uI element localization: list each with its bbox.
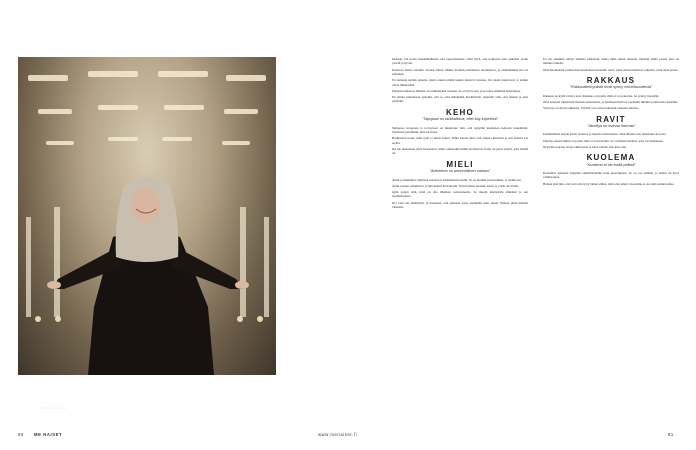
portrait-photo [18,57,276,410]
text-column-1: mokaan. On kovin herkkähenkinen olla tarpeettomana. Olisi hyvä, että kohteena olisi selkeästi jotain ylevää ja hyvää. Katsavaa maata ostettiin vuoden alussa. Mikko Konkin johtamassa tuotannossa, ja ensimmäinen ilta oli sellainen. En tuntenut ketään ennalta, mutta ennen pitkää kaikki tunsivat toisensa. Ilta meni mukavasti, ja kaikki olivat ihmeissään. Pienissä paikoissa ihmiset ovat lähempänä toisiaan. Se on hyvä asia, ja se tekee elämästä helpompaa. En silloin kuitenkaan ajatellut, että se olisi mitenkään merkittävää. Ajattelin vain, että menen ja teen parhaani. KEHO ”Tapojaan on tarkkailtava, ettei käy köpelösti” Suhteessa kroppaan ja terveyteen on muuttunut niin, että nykyään kuuntelen kehoani tarkemmin. Tiedostan paremmin, mitä tarvitsen. Harkittelen usein, mitä syön ja miten liikun. Pidän huolta siitä, että nukun riittävästi ja että kehoni saa levätä. Ikä tuo mukanaan omat haasteensa, mutta suhtaudun niihin levollisesti. Keho on paras ystävä, joka meillä on. MIELI ”Alzheimer on perinnöllinen sairaus” Äitini ja mummini veljineen sairastivat Alzheimerin taudin. Se on meidän suvussamme, ja tiedän sen. Äidin voimat romahtivat, ja hän muutti hoivakotiin. Kävin hänen luonaan usein, ja yritin olla läsnä. Opin paljon siitä, mitä on olla läheinen sairastuneelle. Se muutti käsitystäni elämästä ja sen rajallisuudesta. Nyt olen itse ikääntynyt ja huomaan, että ajattelen asiaa enemmän kuin ennen. Haluan pitää mieleni virkeänä. [392,57,528,209]
section-subtitle-keho: ”Tapojaan on tarkkailtava, ettei käy köpelösti” [422,117,498,122]
footer-right-page-number: 81 [668,432,674,437]
photo-illustration [18,57,276,375]
text-column-2: En ole aiemmin tehnyt tällaisia päätöksiä, mutta tämä tuntui oikealta. Halusin tehdä jotain, joka on minulle tärkeää. Olen huomannut positiivisen muutoksen itsessäni. Asiat, jotka ennen tuntuivat vaikeilta, eivät enää pelota. RAKKAUS ”Rakkaudenhyvästit eivät synny velvollisuudesta” Rakkaus on kyllä valtava asia. Rakkaus on jotain, mitä ei voi pakottaa. Se syntyy itsestään. Olen kokenut rakkauden monissa muodoissa, ja jokainen niistä on opettanut minulle jotain uutta itsestäni. Ystävyys on myös rakkautta. Ystävät ovat olleet tukenani vaikeina aikoina. RAVIT ”Jännitys on ihanaa hurmaa” Ensimmäisen kerran kävin raveissa jo lapsena isäni kanssa. Siitä lähtien olen rakastanut hevosia. Jännitys ennen lähtöä on jotain, mitä ei voi kuvailla. Se on ihanaa hurmaa, joka vie mukanaan. Nykyään seuraan raveja aktiivisesti ja käyn radalla aina kun voin. KUOLEMA ”Kuolema ei ole enää pelkkä” Kuolemaa ajattelen nykyään rauhallisemmin kuin nuorempana. Se on osa elämää, ja siihen on hyvä valmistautua. Haluan elää niin, että voin olla tyytyväinen siihen, mitä olen tehnyt. Kuolema ei ole enää pelkkä pelko. [543,57,679,186]
section-heading-ravit: RAVIT [596,114,626,124]
section-heading-kuolema: KUOLEMA [586,153,636,163]
footer-left-brand: ME NAISET [34,432,63,437]
section-subtitle-kuolema: ”Kuolema ei ole enää pelkkä” [586,162,636,167]
section-heading-keho: KEHO [446,107,474,117]
section-subtitle-ravit: ”Jännitys on ihanaa hurmaa” [586,124,636,129]
section-subtitle-rakkaus: ”Rakkaudenhyvästit eivät synny velvollisuudesta” [569,85,653,90]
section-subtitle-mieli: ”Alzheimer on perinnöllinen sairaus” [429,169,491,174]
section-heading-rakkaus: RAKKAUS [586,76,636,86]
section-heading-mieli: MIELI [446,159,474,169]
footer-website: www.menaiset.fi [318,432,358,437]
photo-caption: Valokuvaaja kanssa... [40,406,69,410]
footer-left-page-number: 80 [18,432,24,437]
